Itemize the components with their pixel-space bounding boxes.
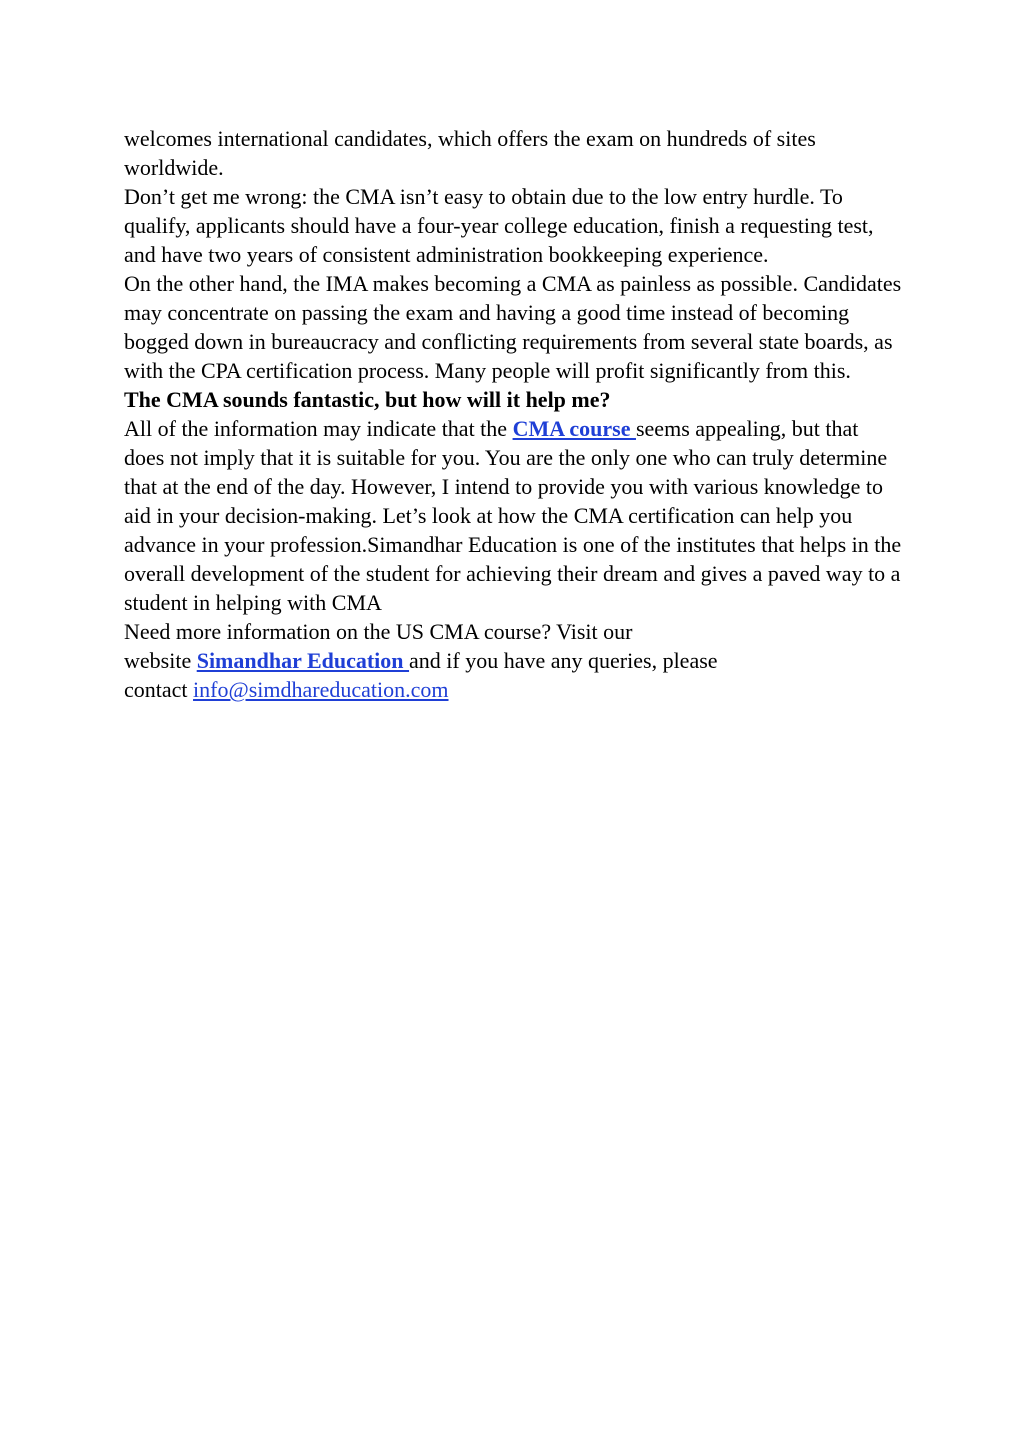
contact-line-1: Need more information on the US CMA course? Visit our [124,619,633,644]
cma-course-link[interactable]: CMA course [512,416,636,441]
paragraph-cma-requirements: Don’t get me wrong: the CMA isn’t easy to obtain due to the low entry hurdle. To qualify, applicants should have a four-year college education, finish a requesting test, and have two years of consistent administration bookkeeping experience. [124,184,874,267]
paragraph-ima-process: On the other hand, the IMA makes becoming a CMA as painless as possible. Candidates may concentrate on passing the exam and having a good time instead of becoming bogged down in bureaucracy and conflicting requirements from several state boards, as with the CPA certification process. Many people will profit significantly from this. [124,271,902,383]
email-link[interactable]: info@simdhareducation.com [193,677,449,702]
paragraph-contact-info [124,617,904,704]
info-text-after-link: seems appealing, but that does not imply that it is suitable for you. You are the only one who can truly determine that at the end of the day. However, I intend to provide you with various knowledge to aid in your decision-making. Let’s look at how the CMA certification can help you advance in your profession.Simandhar Education is one of the institutes that helps in the overall development of the student for achieving their dream and gives a paved way to a student in helping with CMA [124,416,902,615]
section-heading: The CMA sounds fantastic, but how will it help me? [124,387,611,412]
text-after-website-link: and if you have any queries, please [409,648,718,673]
document-body [124,124,904,704]
simandhar-education-link[interactable]: Simandhar Education [196,648,410,673]
contact-prefix: contact [124,677,194,702]
info-text-before-link: All of the information may indicate that the [124,416,513,441]
paragraph-exam-sites: welcomes international candidates, which offers the exam on hundreds of sites worldwide. [124,126,816,180]
website-prefix: website [124,648,197,673]
paragraph-cma-course-info [124,414,904,617]
